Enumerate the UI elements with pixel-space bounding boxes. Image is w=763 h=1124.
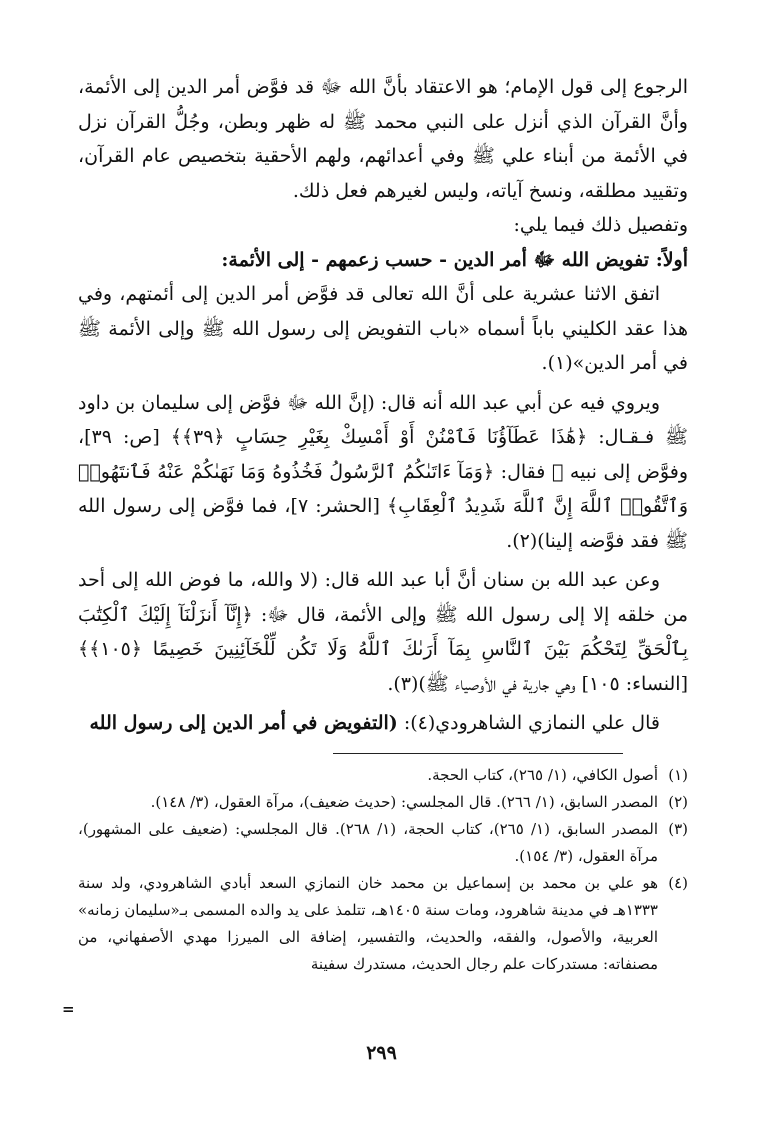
- paragraph-kulayni: اتفق الاثنا عشرية على أنَّ الله تعالى قد فوَّض أمر الدين إلى أئمتهم، وفي هذا عقد الكليني باباً أسماه «باب التفويض إلى رسول الله ﷺ وإلى الأئمة ﷺ في أمر الدين»(١).: [78, 283, 688, 374]
- footnote-number: (١): [668, 766, 688, 784]
- footnote-text: أصول الكافي، (١/ ٢٦٥)، كتاب الحجة.: [427, 766, 658, 784]
- paragraph-ibn-sinan: وعن عبد الله بن سنان أنَّ أبا عبد الله قال: (لا والله، ما فوض الله إلى أحد من خلقه إلا إلى رسول الله ﷺ وإلى الأئمة، قال ﷻ: ﴿إِنَّآ أَنزَلْنَآ إِلَيْكَ ٱلْكِتَٰبَ بِٱلْحَقِّ لِتَحْكُمَ بَيْنَ ٱلنَّاسِ بِمَآ أَرَىٰكَ ٱللَّهُ وَلَا تَكُن لِّلْخَآئِنِينَ خَصِيمًا ﴿١٠٥﴾﴾ [النساء: ١٠٥] وهي جارية في الأوصياء ﷺ)(٣).: [78, 569, 688, 695]
- footnotes: [78, 762, 688, 978]
- footnote-text: المصدر السابق، (١/ ٢٦٦). قال المجلسي: (حديث ضعيف)، مرآة العقول، (٣/ ١٤٨).: [150, 793, 658, 811]
- footnote-3: [78, 816, 688, 870]
- paragraph-intro: الرجوع إلى قول الإمام؛ هو الاعتقاد بأنَّ الله ﷻ قد فوَّض أمر الدين إلى الأئمة، وأنَّ القرآن الذي أنزل على النبي محمد ﷺ له ظهر وبطن، وجُلُّ القرآن نزل في الأئمة من أبناء علي ﷺ وفي أعدائهم، ولهم الأحقية بتخصيص عام القرآن، وتقييد مطلقه، ونسخ آياته، وليس لغيرهم فعل ذلك.: [78, 76, 688, 202]
- footnote-number: (٢): [668, 793, 688, 811]
- footnote-number: (٤): [668, 874, 688, 892]
- footnote-text: المصدر السابق، (١/ ٢٦٥)، كتاب الحجة، (١/ ٢٦٨). قال المجلسي: (ضعيف على المشهور)، مرآة العقول، (٣/ ١٥٤).: [78, 820, 658, 865]
- paragraph-abi-abdullah: ويروي فيه عن أبي عبد الله أنه قال: (إنَّ الله ﷻ فوَّض إلى سليمان بن داود ﷺ فـقـال: ﴿هَٰذَا عَطَآؤُنَا فَٱمْنُنْ أَوْ أَمْسِكْ بِغَيْرِ حِسَابٍ ﴿٣٩﴾﴾ [ص: ٣٩]، وفوَّض إلى نبيه ﷺ فقال: ﴿وَمَآ ءَاتَىٰكُمُ ٱلرَّسُولُ فَخُذُوهُ وَمَا نَهَىٰكُمْ عَنْهُ فَٱنتَهُوا۟ وَٱتَّقُوا۟ ٱللَّهَ إِنَّ ٱللَّهَ شَدِيدُ ٱلْعِقَابِ﴾ [الحشر: ٧]، فما فوَّض إلى رسول الله ﷺ فقد فوَّضه إلينا)(٢).: [78, 391, 688, 552]
- main-text: [78, 70, 688, 741]
- footnote-divider: [333, 753, 623, 754]
- continuation-mark: =: [62, 1000, 75, 1018]
- footnote-text: هو علي بن محمد بن إسماعيل بن محمد خان النمازي السعد أبادي الشاهرودي، ولد سنة ١٣٣٣هـ في مدينة شاهرود، ومات سنة ١٤٠٥هـ، تتلمذ على يد والده المسمى بـ«سليمان زمانه» العربية، والأصول، والفقه، والحديث، والتفسير، إضافة الى الميرزا مهدي الأصفهاني، من مصنفاته: مستدركات علم رجال الحديث، مستدرك سفينة: [78, 874, 658, 973]
- namazi-lead: قال علي النمازي الشاهرودي(٤):: [397, 712, 660, 734]
- paragraph-namazi: [78, 706, 688, 741]
- paragraph-details-lead: وتفصيل ذلك فيما يلي:: [513, 214, 688, 236]
- footnote-4: [78, 870, 688, 978]
- namazi-quote: (التفويض في أمر الدين إلى رسول الله: [89, 712, 398, 734]
- footnote-2: [78, 789, 688, 816]
- page-number: ٢٩٩: [366, 1042, 397, 1064]
- footnote-number: (٣): [668, 820, 688, 838]
- footnote-1: [78, 762, 688, 789]
- page-body: [78, 70, 688, 741]
- section-heading: أولاً: تفويض الله ﷻ أمر الدين - حسب زعمهم - إلى الأئمة:: [221, 248, 688, 271]
